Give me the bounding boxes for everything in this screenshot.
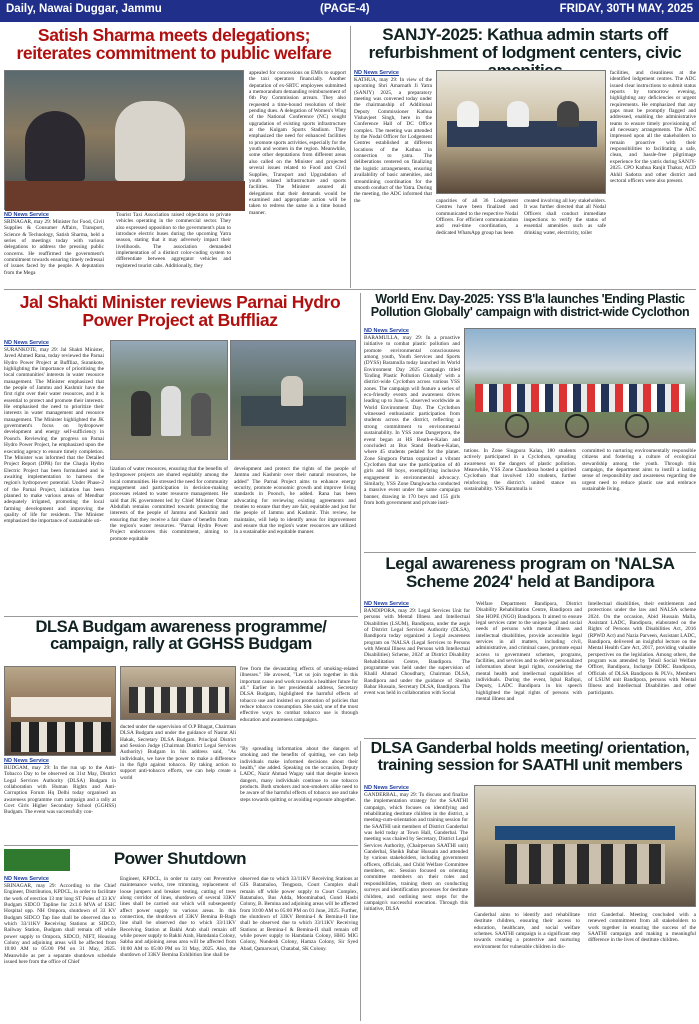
story-jalshakti-col2: lization of water resources, ensuring that the benefits of hydropower projects are shared equitably among the local communities. He stressed the need for community engagement and participation in decision-making processes related to water resource management. He said that JK government led by Chief Minister Omar Abdullah remains committed towards protecting the interests of the people of Jammu and Kashmir and ensuring that they receive a fair share of benefits from the region's water resources. "Parnai Hydro Power Project underscores this commitment, aiming to promote equitable: [110, 466, 228, 542]
headline-satish-sharma: Satish Sharma meets delegations; reiterates commitment to public welfare: [16, 25, 332, 64]
masthead-date: FRIDAY, 30TH MAY, 2025: [559, 3, 693, 15]
story-dlsa-col4: "By spreading information about the dangers of smoking and the benefits of quitting, we can help individuals make informed decisions about their health," she added. Speaking on the occasion, Deputy LADC, Nazir Ahmad Wagay said that despite known dangers, many individuals continue to use tobacco products. Both smokers and non-smokers alike need to be aware of the harmful effects of tobacco use and take steps towards quitting or avoiding exposure altogether.: [240, 746, 358, 803]
byline-legal: ND News Service: [364, 601, 409, 607]
story-jalshakti-col3: development and protect the rights of the people of Jammu and Kashmir over their natural resources, he added" The Parnai Project aims to enhance energy security, promote economic growth and improve living standards in Poonch, he added. Rana has been advocating for reviewing existing agreements and treaties to ensure that they are fair, equitable and just for the people of Jammu and Kashmir. This review, he maintains, will help to identify areas for improvement and ensure that the region's water resources are utilized in a sustainable and equitable manner.: [234, 466, 356, 536]
story-worldenv-col2: tutions. In Zone Singpora Kalan, 180 students actively participated in a Cyclothon, spreading awareness on the dangers of plastic pollution. Meanwhile, YSS Zone Chandoosa hosted a spirited Cyclothon that involved 130 students, further reinforcing the district's united stance on sustainability. YSS Baramulla is: [464, 448, 576, 493]
headline-world-env-day: World Env. Day-2025: YSS B'la launches 'Ending Plastic Pollution Globally' campaign with district-wide Cyclothon: [370, 292, 690, 320]
column-rule: [360, 293, 361, 613]
byline-ganderbal: ND News Service: [364, 785, 409, 791]
story-worldenv-col3: committed to nurturing environmentally responsible citizens and fostering a culture of ecological stewardship among the youth. Through this campaign, the department aims to instill a lasting sense of responsibility and awareness regarding the urgent need to reduce plastic use and embrace sustainable living.: [582, 448, 696, 493]
masthead-paper-name: Daily, Nawai Duggar, Jammu: [6, 3, 162, 15]
story-dlsa-col1: BUDGAM, may 29: In the run up to the Anti-Tobacco Day to be observed on 31st May, District Legal Services Authority (DLSA) Budgam in collaboration with Human Rights and Anti-Corruption Forum Hq Delhi today organised an awareness programme cum campaign and a rally at Govt Girls Higher Secondary School (GGHSS) Budgam. The event was successfully con-: [4, 765, 116, 816]
photo-dlsa-budgam-rally: [4, 666, 116, 756]
byline-sanjy: ND News Service: [354, 70, 399, 76]
photo-cyclothon: [464, 328, 696, 443]
story-dlsa-col3: free from the devastating effects of smoking-related illnesses." He avowed, "Let us join together in this important cause and work towards a healthier future for all." Earlier in her presidential address, Secretary DLSA Budgam, highlighted the harmful effects of tobacco use and insisted on promotion of policies that reduce tobacco consumption. She said, one of the most effective ways to combat tobacco use is through education and awareness campaigns.: [240, 666, 358, 723]
headline-legal-awareness: Legal awareness program on 'NALSA Scheme 2024' held at Bandipora: [385, 554, 675, 591]
section-rule: [4, 616, 358, 617]
story-legal-col3: Intellectual disabilities, their entitlements and protections under the law and NALSA scheme 2024. On the occasion, Abid Hussain Malla, Assistant LADC, Bandipora, elaborated on the Rights of Persons with Disabilities Act, 2016 (RPWD Act) and Nazia Parveen, Assistant LADC, Bandipora, delivered an insightful lecture on the Mental Health Care Act, 2017, providing valuable perspectives on the legislation. Among others, the program was attended by Tehsil Social Welfare Officer, Bandipora, Incharge DDRC Bandipora, Officials of DLSA Bandipora & PLVs, Members of LSUM unit Bandipora, persons with Mental Illness and Intellectual Disabilities and other participants.: [588, 601, 696, 696]
story-legal-col2: Welfare Department Bandipora, District Disability Rehabilitation Centre, Bandipora and She HOPE (NGO) Bandipora. It aimed to ensure legal services cater to the unique legal and social needs of persons with mental illness and intellectual disabilities, provide accessible legal services in all matters, including civil, administrative, and criminal cases, promote equal access to government schemes, programs, facilities, and services and to deliver personalized information about legal rights, considering the mental health and intellectual capabilities of individuals. During the event, Iqbal Rafiqui, Deputy, LADC Bandipora in his speech highlighted the legal rights of persons with mental illness and: [476, 601, 582, 703]
photo-jal-shakti-1: [110, 340, 228, 460]
photo-dlsa-budgam-2: [120, 666, 236, 720]
story-power-col3: observed due to which 33/11KV Receiving Stations at GIS Batamaloo, Tengpora, Court Complex shall remain off while power supply to Court Complex, Batamaloo, Bus Adda, Moominabad, Gund Hasbi Colony, B. Bemina and adjoining areas will be affected from 10:00 AM to 05:00 PM on 01 June, 2025. Further, the shutdown of 33KV Bemina-I & Bemina-II line shall be observed due to which 33/11KV Receiving Stations at Bemina-I & Bemina-II shall remain off while power supply to Hamdania Colony, HHG MIG Colony, Nundesh Colony, Hamza Colony, Sir Syed Abad, Qamarwari, Chatabal, SK Colony.: [240, 876, 358, 952]
section-rule: [4, 289, 696, 290]
photo-satish-sharma-meeting: [4, 70, 244, 210]
column-rule: [350, 26, 351, 288]
power-banner-left: [4, 849, 70, 871]
photo-ganderbal-meeting: [474, 785, 696, 907]
byline-dlsa: ND News Service: [4, 758, 49, 764]
story-power-col2: Engineer, KPDCL, in order to carry out Preventive maintenance works, tree trimming, replacement of loose jumpers and breaker testing, cutting of trees along corridor of lines, shutdown of several 33KV lines shall be carried out which will subsequently affect power supply to various areas. In this connection, the shutdown of 33KV Bemina B-Bagh line shall be observed due to which 33/11KV Receiving Station at Bakhi Arab shall remain off while power supply to Bakhi Arab, Hamdania Colony, Sabha and adjoining areas area will be affected from 10:00 AM to 05:00 PM on 31 May, 2025. Also, the shutdown of 33KV Bemina Exhibition line shall be: [120, 876, 236, 959]
section-rule: [364, 738, 696, 739]
byline-power: ND News Service: [4, 876, 49, 882]
story-sanjy-col4: facilities, and cleanliness at the identified lodgement centres. The ADC issued clear instructions to submit status reports by tomorrow evening, highlighting any deficiencies or urgent requirements. He emphasized that any gaps must be promptly flagged and addressed, enabling the administrative teams to ensure timely provisioning of all necessary arrangements. The ADC impressed upon all the stakeholders to remain proactive with their responsibilities to facilitating a safe, clean, and hassle-free pilgrimage experience for the yatris during SANJY-2025. CPO Kathua Ranjit Thakur, ACD Akhil Sadotra and other district and sectoral officers were also present.: [610, 70, 696, 184]
story-sanjy-col1: KATHUA, may 29: In view of the upcoming Shri Amarnath Ji Yatra (SANJY) 2025, a preparatory meeting was convened today under the chairmanship of Additional Deputy Commissioner Kathua Vishavjeet Singh, here in the Conference Hall of DC Office complex. The meeting was attended by the Nodal Officer for Lodgement Centres established at different locations of the Kathua in connection to yatra. The deliberations centered on finalizing the logistic arrangements, ensuring availability of basic amenities, and streamlining coordination for the smooth conduct of the Yatra. During the meeting, the ADC informed that the: [354, 77, 432, 204]
headline-power-shutdown: Power Shutdown: [113, 849, 247, 868]
headline-dlsa-budgam: DLSA Budgam awareness programme/ campaign, rally at GGHSS Budgam: [35, 618, 327, 654]
photo-jal-shakti-2: [230, 340, 356, 460]
story-satish-col3: appealed for concessions on EMIs to support the taxi operators financially. Another deputation of ex-SRTC employees submitted a memorandum demanding reimbursement of 6th Pay Commission arrears. They also requested a time-bound resolution of their pending dues. A delegation of Women's Wing of the National Conference (NC) sought upgradation of existing sports infrastructure at the Kulgam Sports Stadium. They emphasized the need for enhanced facilities to promote sports activities, especially for the youth and women in the region. Meanwhile, some other deputations from different areas also called on the Minister and projected several issues related to Food and Civil Supplies, Transport and Upgradation of youth related infrastructure and sports facilities. The Minister assured all delegations that their demands would be examined and appropriate action will be taken to redress the same in a time bound manner.: [249, 70, 346, 216]
masthead-bar: [0, 0, 699, 22]
story-ganderbal-col3: trict Ganderbal. Meeting concluded with a renewed commitment from all stakeholders to work together in ensuring the success of the SAATHI campaign and making a meaningful difference in the lives of destitute children.: [588, 912, 696, 944]
headline-dlsa-ganderbal: DLSA Ganderbal holds meeting/ orientation, training session for SAATHI unit members: [370, 740, 690, 774]
column-rule: [360, 741, 361, 1021]
byline-satish: ND News Service: [4, 212, 49, 218]
story-legal-col1: BANDIPORA, may 29: Legal Services Unit for persons with Mental Illness and Intellectual Disabilities (LSUM), Bandipora, under the aegis of District Legal Services Authority (DLSA), Bandipora today organized a Legal awareness program on 'NALSA (Legal Services to Persons with Mental Illness and Persons with Intellectual Disabilities) Scheme, 2024' at District Disability Rehabilitation Centre, Bandipora. The programme was held under the supervision of Khalil Ahmad Choudhary, Chairman DLSA, Bandipora and under the guidance of Sheikh Babar Hussain, Secretary DLSA, Bandipora. The event was held in collaboration with Social: [364, 608, 470, 697]
headline-sanjy-2025: SANJY-2025: Kathua admin starts off refurbishment of lodgment centers, civic: [368, 25, 682, 62]
headline-jal-shakti: Jal Shakti Minister reviews Parnai Hydro Power Project at Buffliaz: [19, 292, 341, 331]
story-sanjy-col2: capacities of all 36 Lodgement Centres have been finalized and communicated to the respective Nodal Officers. For efficient communication and real-time coordination, a dedicated WhatsApp group has been: [436, 198, 518, 236]
photo-kathua-meeting: [436, 70, 606, 194]
story-power-col1: SRINAGAR, may 29: According to the Chief Engineer, Distribution, KPDCL, in order to facilitate the work of erection 13 mtr long ST Poles of 33 KV Budgam SIDCO Tapline for 2x1.6 MVA of ESIC Hospital opp. NH Ompora, shutdown of 33 KV Budgam SIDCO Tap line shall be observed due to which 33/11KV Receiving Stations at SIDCO, Railway Station, Budgam shall remain off while power supply to Ompora, SIDCO, NIFT, Housing Colony and adjoining areas will be affected from 10:00 AM to 05:00 PM on 31 May, 2025. Meanwhile as per a separate shutdown schedule issued here from the office of Chief: [4, 883, 116, 966]
story-satish-col1: SRINAGAR, may 29: Minister for Food, Civil Supplies & Consumer Affairs, Transport, Science & Technology, Satish Sharma, held a series of meetings today with various delegations to address the pressing public concerns. He reaffirmed the government's commitment towards ensuring timely redressal of issues faced by the people. A deputation from the Mega: [4, 219, 104, 276]
byline-jalshakti: ND News Service: [4, 340, 49, 346]
byline-worldenv: ND News Service: [364, 328, 409, 334]
masthead-page-number: (PAGE-4): [320, 3, 370, 15]
section-rule: [4, 845, 358, 846]
story-worldenv-col1: BARAMULLA, may 29: In a proactive initiative to combat plastic pollution and promote environmental consciousness among youth, Youth Services and Sports (DYSS) Baramulla today launched its World Environment Day 2025 campaign titled 'Ending Plastic Pollution Globally' with a district-wide Cyclothon across various YSS zones. The campaign will feature a series of eco-friendly events and awareness drives leading up to June 5, observed worldwide as World Environment Day. The Cyclothon witnessed enthusiastic participation from students across the district, reflecting a strong commitment to environmental sustainability. In YSS zone Dangerpora, the event began at HS Beath-e-Kalan and concluded at Bus Stand Beath-e-Kalan, where 45 students pedaled for the planet. Zone Singpora Pattan organized a vibrant Cyclothon that saw the participation of 40 girls and 80 boys, exemplifying inclusive engagement in environmental advocacy. Similarly, YSS Zone Dangiwacha conducted a massive event under the same campaign banner, drawing in 170 boys and 155 girls from both government and private insti-: [364, 335, 460, 506]
story-ganderbal-col1: GANDERBAL, may 29: To discuss and finalize the implementation strategy for the SAATHI campaign, which focuses on identifying and rehabilitating destitute children in the district, a meeting-cum-orientation and training session for the SAATHI unit members of District Ganderbal was held today at Town Hall, Ganderbal. The meeting was chaired by Secretary, District Legal Services Authority, (Chairperson SAATHI unit) Ganderbal, Sheikh Babar Hussain and attended by various stakeholders, including government officers, officials, and Child Welfare Committee members, etc. Session focused on orienting committee members on their roles and responsibilities, training them on conducting surveys and identification processes for destitute children, and outlining next steps for the campaign's successful execution. Through this initiative, DLSA: [364, 792, 468, 913]
section-rule: [364, 552, 696, 553]
story-sanjy-col3: created involving all key stakeholders. It was further directed that all Nodal Officers shall conduct immediate inspections to verify the status of essential amenities such as safe drinking water, electricity, toilet: [524, 198, 606, 236]
story-ganderbal-col2: Ganderbal aims to identify and rehabilitate destitute children, ensuring their access to education, healthcare, and social welfare schemes. SAATHI campaign is a significant step towards creating a protective and nurturing environment for vulnerable children in dis-: [474, 912, 580, 950]
story-satish-col2: Tourist Taxi Association raised objections to private vehicles operating in the commercial sector. They also expressed opposition to the government's plan to introduce electric buses during the upcoming Yatra season, stating that it may adversely impact their livelihoods. The association demanded implementation of a distinct color-coding system to differentiate between aggregator vehicles and registered tourist cabs. Additionally, they: [116, 212, 231, 269]
story-dlsa-col2: ducted under the supervision of O.P Bhagat, Chairman DLSA Budgam and under the guidance of Nasrat Ali Hakak, Secretary DLSA Budgam. Principal District and Session Judge (Chairman District Legal Services Authority) Budgam in his address said, "As individuals, we have the power to make a difference in the fight against tobacco. By taking action to support anti-tobacco efforts, we can help create a world: [120, 724, 236, 781]
story-jalshakti-col1: SURANKOTE, may 29: Jal Shakti Minister, Javed Ahmed Rana, today reviewed the Parnai Hydro Power Project at Buffliaz, Surankote, highlighting the importance of prioritising the local communities' interests in water resource management. The Minister emphasized that the people of Jammu and Kashmir have the first right over their water resources, and it is essential to protect and promote their interests. He emphasised the need to prioritize their interests in water management and resource management. The Minister highlighted the JK government's focus on hydropower development and energy self-sufficiency in Poonch. Reviewing the progress on Parnai Hydro Power Project, he emphasized upon the executing agency to ensure timely completion. The Minister was informed that the Detailed Project Report (DPR) for the Chaqla Hydro Electric Project has been formulated and is awaiting implementation to harness the region's hydropower potential. Under Phase-2 of the Parnai Project, initiation has been planned to make various areas of Mendhar adequately irrigated, promoting the local farming development and improving the quality of life for residents. The Minister emphasized the importance of sustainable uti-: [4, 347, 104, 525]
